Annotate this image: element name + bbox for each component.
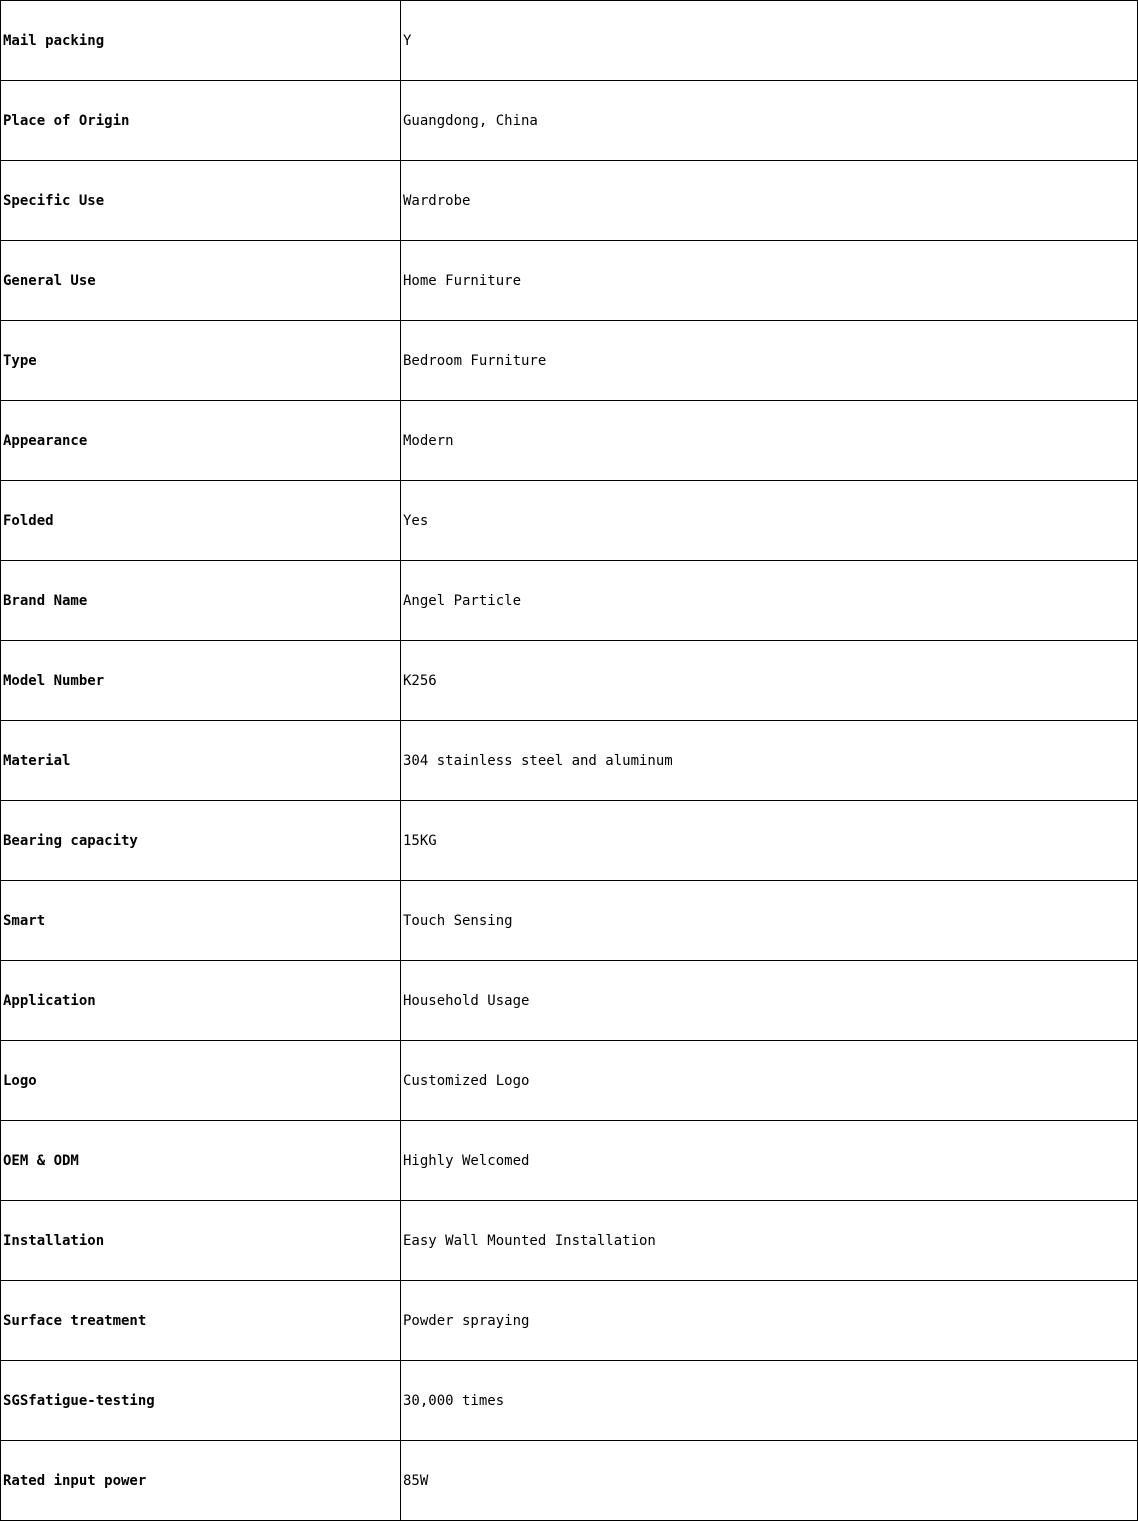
table-row (1, 1041, 1138, 1121)
table-row (1, 481, 1138, 561)
table-row (1, 801, 1138, 881)
table-row (1, 1281, 1138, 1361)
attribute-name-cell: Model Number (1, 641, 401, 721)
table-row (1, 321, 1138, 401)
attribute-name-cell: Appearance (1, 401, 401, 481)
attribute-value-cell: Customized Logo (401, 1041, 1138, 1121)
attribute-name-cell: Logo (1, 1041, 401, 1121)
attribute-name-cell: Place of Origin (1, 81, 401, 161)
attribute-name-cell: Specific Use (1, 161, 401, 241)
attribute-value-cell: Guangdong, China (401, 81, 1138, 161)
attribute-name-cell: Application (1, 961, 401, 1041)
table-row (1, 881, 1138, 961)
attribute-name-cell: Surface treatment (1, 1281, 401, 1361)
attribute-value-cell: Wardrobe (401, 161, 1138, 241)
attribute-name-cell: Smart (1, 881, 401, 961)
attribute-value-cell: K256 (401, 641, 1138, 721)
attribute-value-cell: Angel Particle (401, 561, 1138, 641)
attribute-value-cell: Easy Wall Mounted Installation (401, 1201, 1138, 1281)
table-row (1, 1361, 1138, 1441)
attribute-value-cell: 85W (401, 1441, 1138, 1521)
attribute-value-cell: Touch Sensing (401, 881, 1138, 961)
table-row (1, 641, 1138, 721)
table-row (1, 81, 1138, 161)
attribute-name-cell: Folded (1, 481, 401, 561)
attribute-value-cell: Yes (401, 481, 1138, 561)
attribute-value-cell: 304 stainless steel and aluminum (401, 721, 1138, 801)
attribute-name-cell: OEM & ODM (1, 1121, 401, 1201)
attribute-value-cell: Bedroom Furniture (401, 321, 1138, 401)
attribute-value-cell: 30,000 times (401, 1361, 1138, 1441)
table-row (1, 1441, 1138, 1521)
attribute-value-cell: Household Usage (401, 961, 1138, 1041)
attribute-name-cell: Bearing capacity (1, 801, 401, 881)
table-row (1, 401, 1138, 481)
table-row (1, 241, 1138, 321)
attribute-name-cell: General Use (1, 241, 401, 321)
table-row (1, 1, 1138, 81)
attribute-name-cell: SGSfatigue-testing (1, 1361, 401, 1441)
attribute-value-cell: Home Furniture (401, 241, 1138, 321)
attribute-name-cell: Rated input power (1, 1441, 401, 1521)
attribute-name-cell: Material (1, 721, 401, 801)
attribute-name-cell: Brand Name (1, 561, 401, 641)
attribute-name-cell: Mail packing (1, 1, 401, 81)
table-row (1, 1121, 1138, 1201)
table-row (1, 561, 1138, 641)
attribute-value-cell: Y (401, 1, 1138, 81)
table-row (1, 961, 1138, 1041)
table-row (1, 161, 1138, 241)
table-row (1, 1201, 1138, 1281)
attribute-value-cell: Highly Welcomed (401, 1121, 1138, 1201)
spec-table-body (1, 1, 1138, 1521)
attribute-name-cell: Type (1, 321, 401, 401)
attribute-value-cell: Powder spraying (401, 1281, 1138, 1361)
attribute-value-cell: Modern (401, 401, 1138, 481)
attribute-name-cell: Installation (1, 1201, 401, 1281)
attribute-value-cell: 15KG (401, 801, 1138, 881)
table-row (1, 721, 1138, 801)
